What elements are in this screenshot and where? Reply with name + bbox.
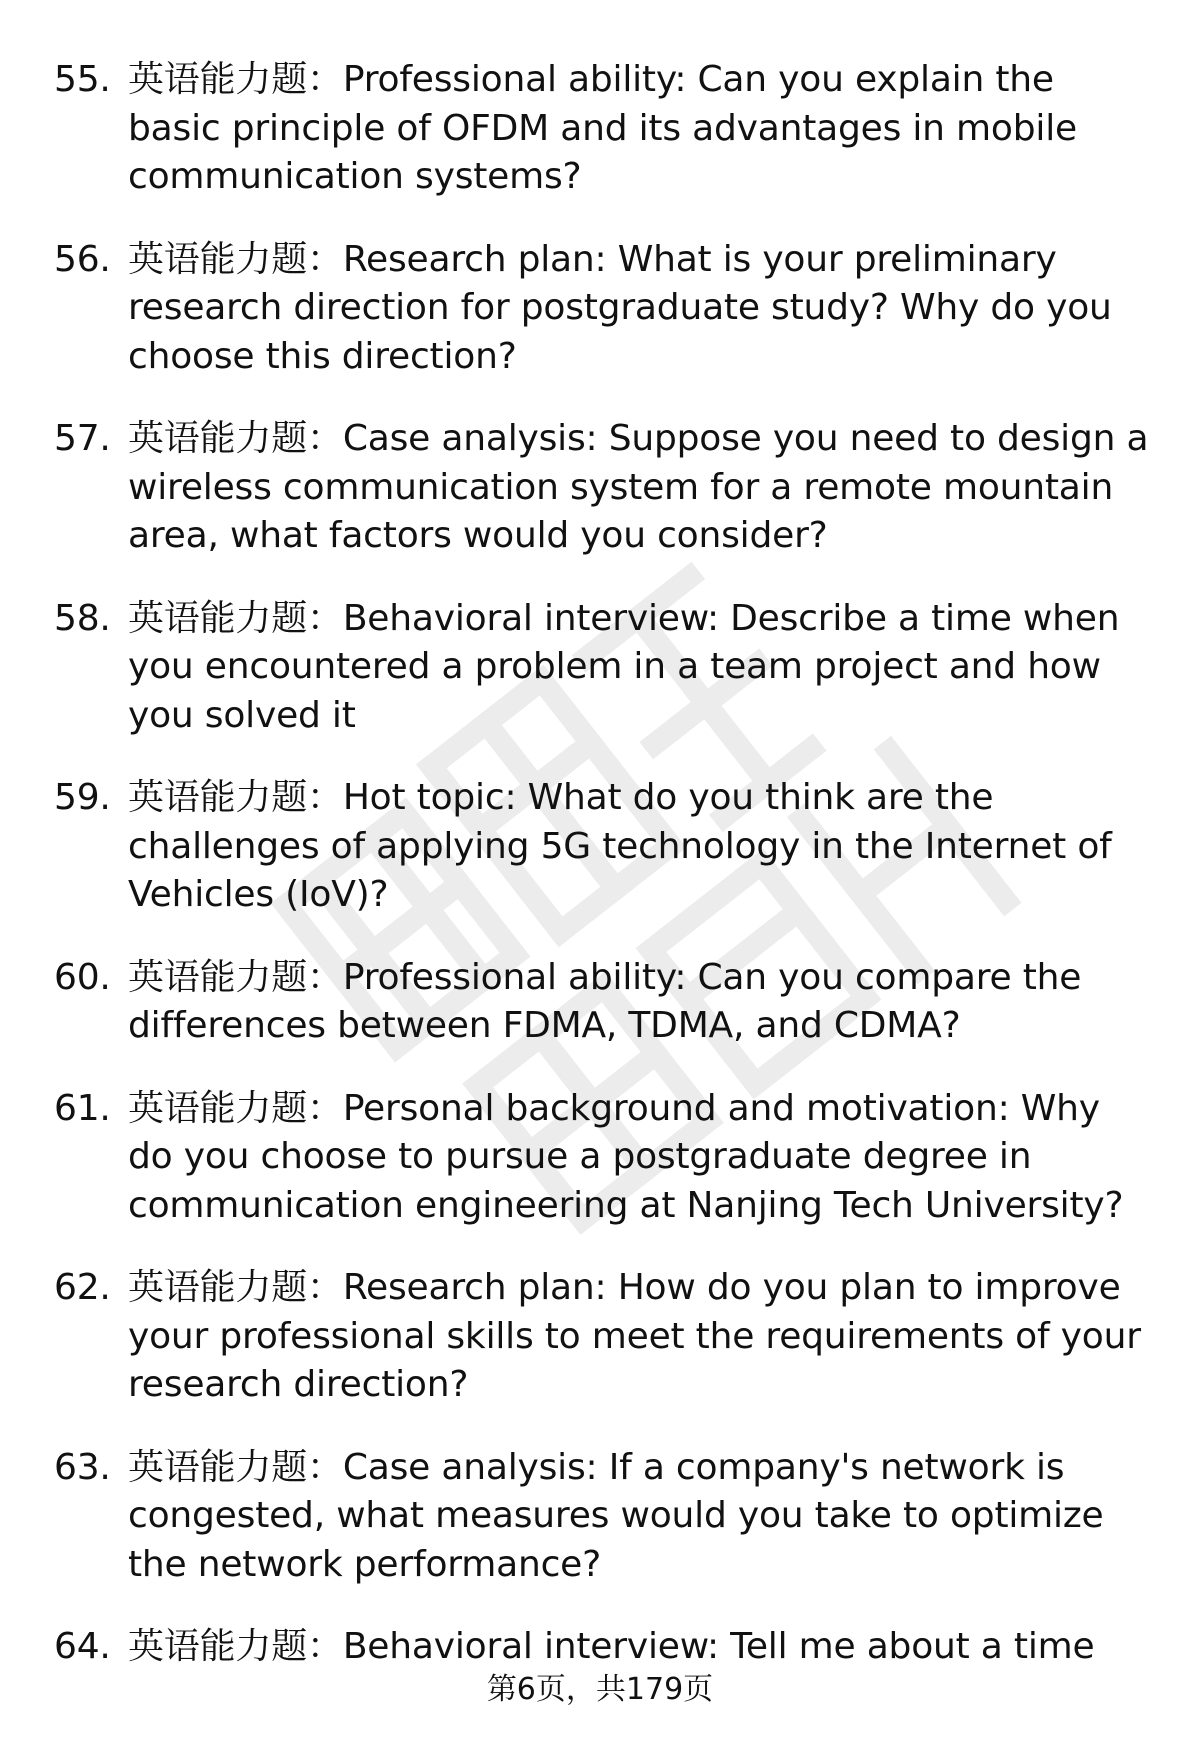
question-category-tag: 英语能力题： [128, 238, 343, 280]
question-item [0, 415, 1200, 561]
question-category-tag: 英语能力题： [128, 1626, 343, 1667]
question-number: 55. [54, 59, 111, 100]
question-text: Professional ability: Can you compare the differences between FDMA, TDMA, and CDMA? [128, 956, 1082, 1046]
question-item [0, 595, 1200, 741]
page-number-footer: 第6页，共179页 [486, 1672, 714, 1707]
question-text: Case analysis: Suppose you need to design a wireless communication system for a remote mountain area, what factors would you consider? [128, 418, 1149, 556]
question-item [0, 1085, 1200, 1231]
question-category-tag: 英语能力题： [128, 956, 343, 998]
question-number: 57. [54, 418, 111, 459]
question-item [0, 236, 1200, 382]
question-item [0, 1623, 1200, 1672]
question-number: 58. [54, 597, 111, 639]
question-number: 61. [54, 1087, 111, 1129]
question-number: 64. [54, 1626, 111, 1667]
question-item [0, 56, 1200, 202]
question-text: Professional ability: Can you explain the basic principle of OFDM and its advantages in mobile communication systems? [128, 59, 1077, 197]
question-category-tag: 英语能力题： [128, 418, 343, 459]
question-text: Hot topic: What do you think are the challenges of applying 5G technology in the Internet of Vehicles (IoV)? [128, 777, 1112, 915]
question-item [0, 1444, 1200, 1590]
question-category-tag: 英语能力题： [128, 1446, 343, 1488]
question-text: Behavioral interview: Tell me about a time [342, 1626, 1095, 1667]
question-list [0, 56, 1200, 1706]
question-number: 62. [54, 1267, 111, 1308]
question-item [0, 774, 1200, 920]
question-number: 56. [54, 238, 111, 280]
question-category-tag: 英语能力题： [128, 597, 343, 639]
question-category-tag: 英语能力题： [128, 1087, 343, 1129]
question-number: 60. [54, 956, 111, 998]
question-text: Research plan: How do you plan to improve your professional skills to meet the requirements of your research direction? [128, 1267, 1141, 1405]
question-number: 63. [54, 1446, 111, 1488]
question-text: Research plan: What is your preliminary research direction for postgraduate study? Why do you choose this direction? [128, 238, 1112, 377]
question-number: 59. [54, 777, 111, 818]
question-text: Case analysis: If a company's network is congested, what measures would you take to optimize the network performance? [128, 1446, 1104, 1585]
question-category-tag: 英语能力题： [128, 59, 343, 100]
question-text: Personal background and motivation: Why do you choose to pursue a postgraduate degree in communication engineering at Nanjing Tech University? [128, 1087, 1124, 1226]
question-item [0, 1264, 1200, 1410]
question-item [0, 954, 1200, 1051]
question-category-tag: 英语能力题： [128, 1267, 343, 1308]
question-category-tag: 英语能力题： [128, 777, 343, 818]
question-text: Behavioral interview: Describe a time when you encountered a problem in a team project and how you solved it [128, 597, 1120, 736]
